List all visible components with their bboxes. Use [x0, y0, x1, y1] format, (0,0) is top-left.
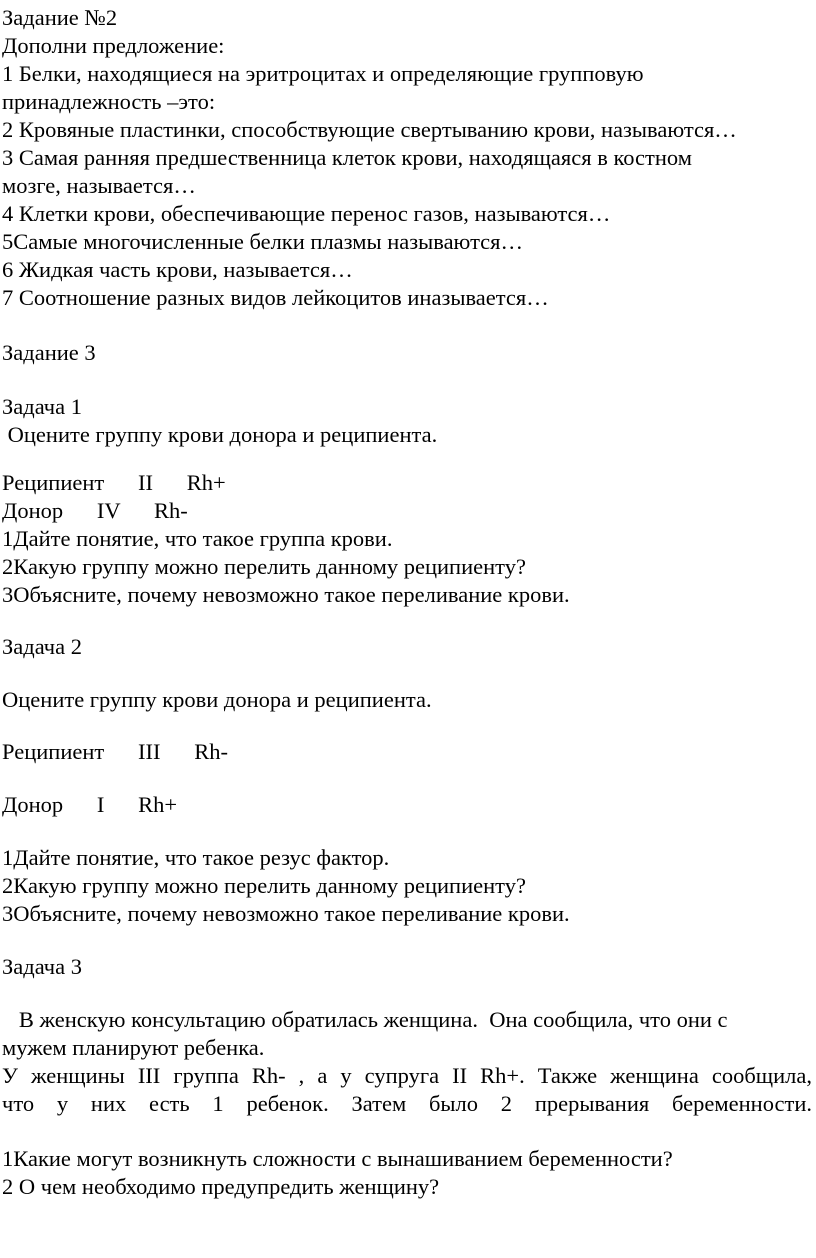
- task2-line-5: мозге, называется…: [2, 173, 196, 198]
- task2-line-8: 6 Жидкая часть крови, называется…: [2, 257, 353, 282]
- problem1-recipient: Реципиент II Rh+: [2, 470, 226, 495]
- task2-line-9: 7 Соотношение разных видов лейкоцитов иназывается…: [2, 285, 549, 310]
- problem3-question-2: 2 О чем необходимо предупредить женщину?: [2, 1174, 440, 1199]
- problem2-title: Задача 2: [2, 634, 82, 659]
- problem2-question-1: 1Дайте понятие, что такое резус фактор.: [2, 845, 390, 870]
- problem1-prompt: Оцените группу крови донора и реципиента.: [2, 422, 438, 447]
- problem3-title: Задача 3: [2, 954, 82, 979]
- task2-title: Задание №2: [2, 5, 118, 30]
- problem2-question-2: 2Какую группу можно перелить данному реципиенту?: [2, 873, 526, 898]
- problem1-title: Задача 1: [2, 394, 82, 419]
- task3-title: Задание 3: [2, 340, 96, 365]
- problem1-question-1: 1Дайте понятие, что такое группа крови.: [2, 526, 393, 551]
- task2-line-6: 4 Клетки крови, обеспечивающие перенос газов, называются…: [2, 201, 611, 226]
- problem1-donor: Донор IV Rh-: [2, 498, 188, 523]
- problem3-paragraph-line-4: что у них есть 1 ребенок. Затем было 2 прерывания беременности.: [2, 1091, 812, 1116]
- problem3-question-1: 1Какие могут возникнуть сложности с вынашиванием беременности?: [2, 1146, 673, 1171]
- problem3-paragraph-line-1: В женскую консультацию обратилась женщина. Она сообщила, что они с: [2, 1007, 728, 1032]
- task2-line-4: 3 Самая ранняя предшественница клеток крови, находящаяся в костном: [2, 145, 692, 170]
- problem2-donor: Донор I Rh+: [2, 792, 178, 817]
- task2-instruction: Дополни предложение:: [2, 33, 225, 58]
- task2-line-2: принадлежность –это:: [2, 89, 216, 114]
- problem2-question-3: 3Объясните, почему невозможно такое переливание крови.: [2, 901, 570, 926]
- task2-line-3: 2 Кровяные пластинки, способствующие свертыванию крови, называются…: [2, 117, 737, 142]
- task2-line-7: 5Самые многочисленные белки плазмы называются…: [2, 229, 524, 254]
- task2-line-1: 1 Белки, находящиеся на эритроцитах и определяющие групповую: [2, 61, 644, 86]
- problem2-prompt: Оцените группу крови донора и реципиента.: [2, 687, 432, 712]
- problem3-paragraph-line-3: У женщины III группа Rh- , а у супруга II Rh+. Также женщина сообщила,: [2, 1063, 812, 1088]
- problem2-recipient: Реципиент III Rh-: [2, 739, 228, 764]
- problem3-paragraph-line-2: мужем планируют ребенка.: [2, 1035, 265, 1060]
- problem1-question-2: 2Какую группу можно перелить данному реципиенту?: [2, 554, 526, 579]
- problem1-question-3: 3Объясните, почему невозможно такое переливание крови.: [2, 582, 570, 607]
